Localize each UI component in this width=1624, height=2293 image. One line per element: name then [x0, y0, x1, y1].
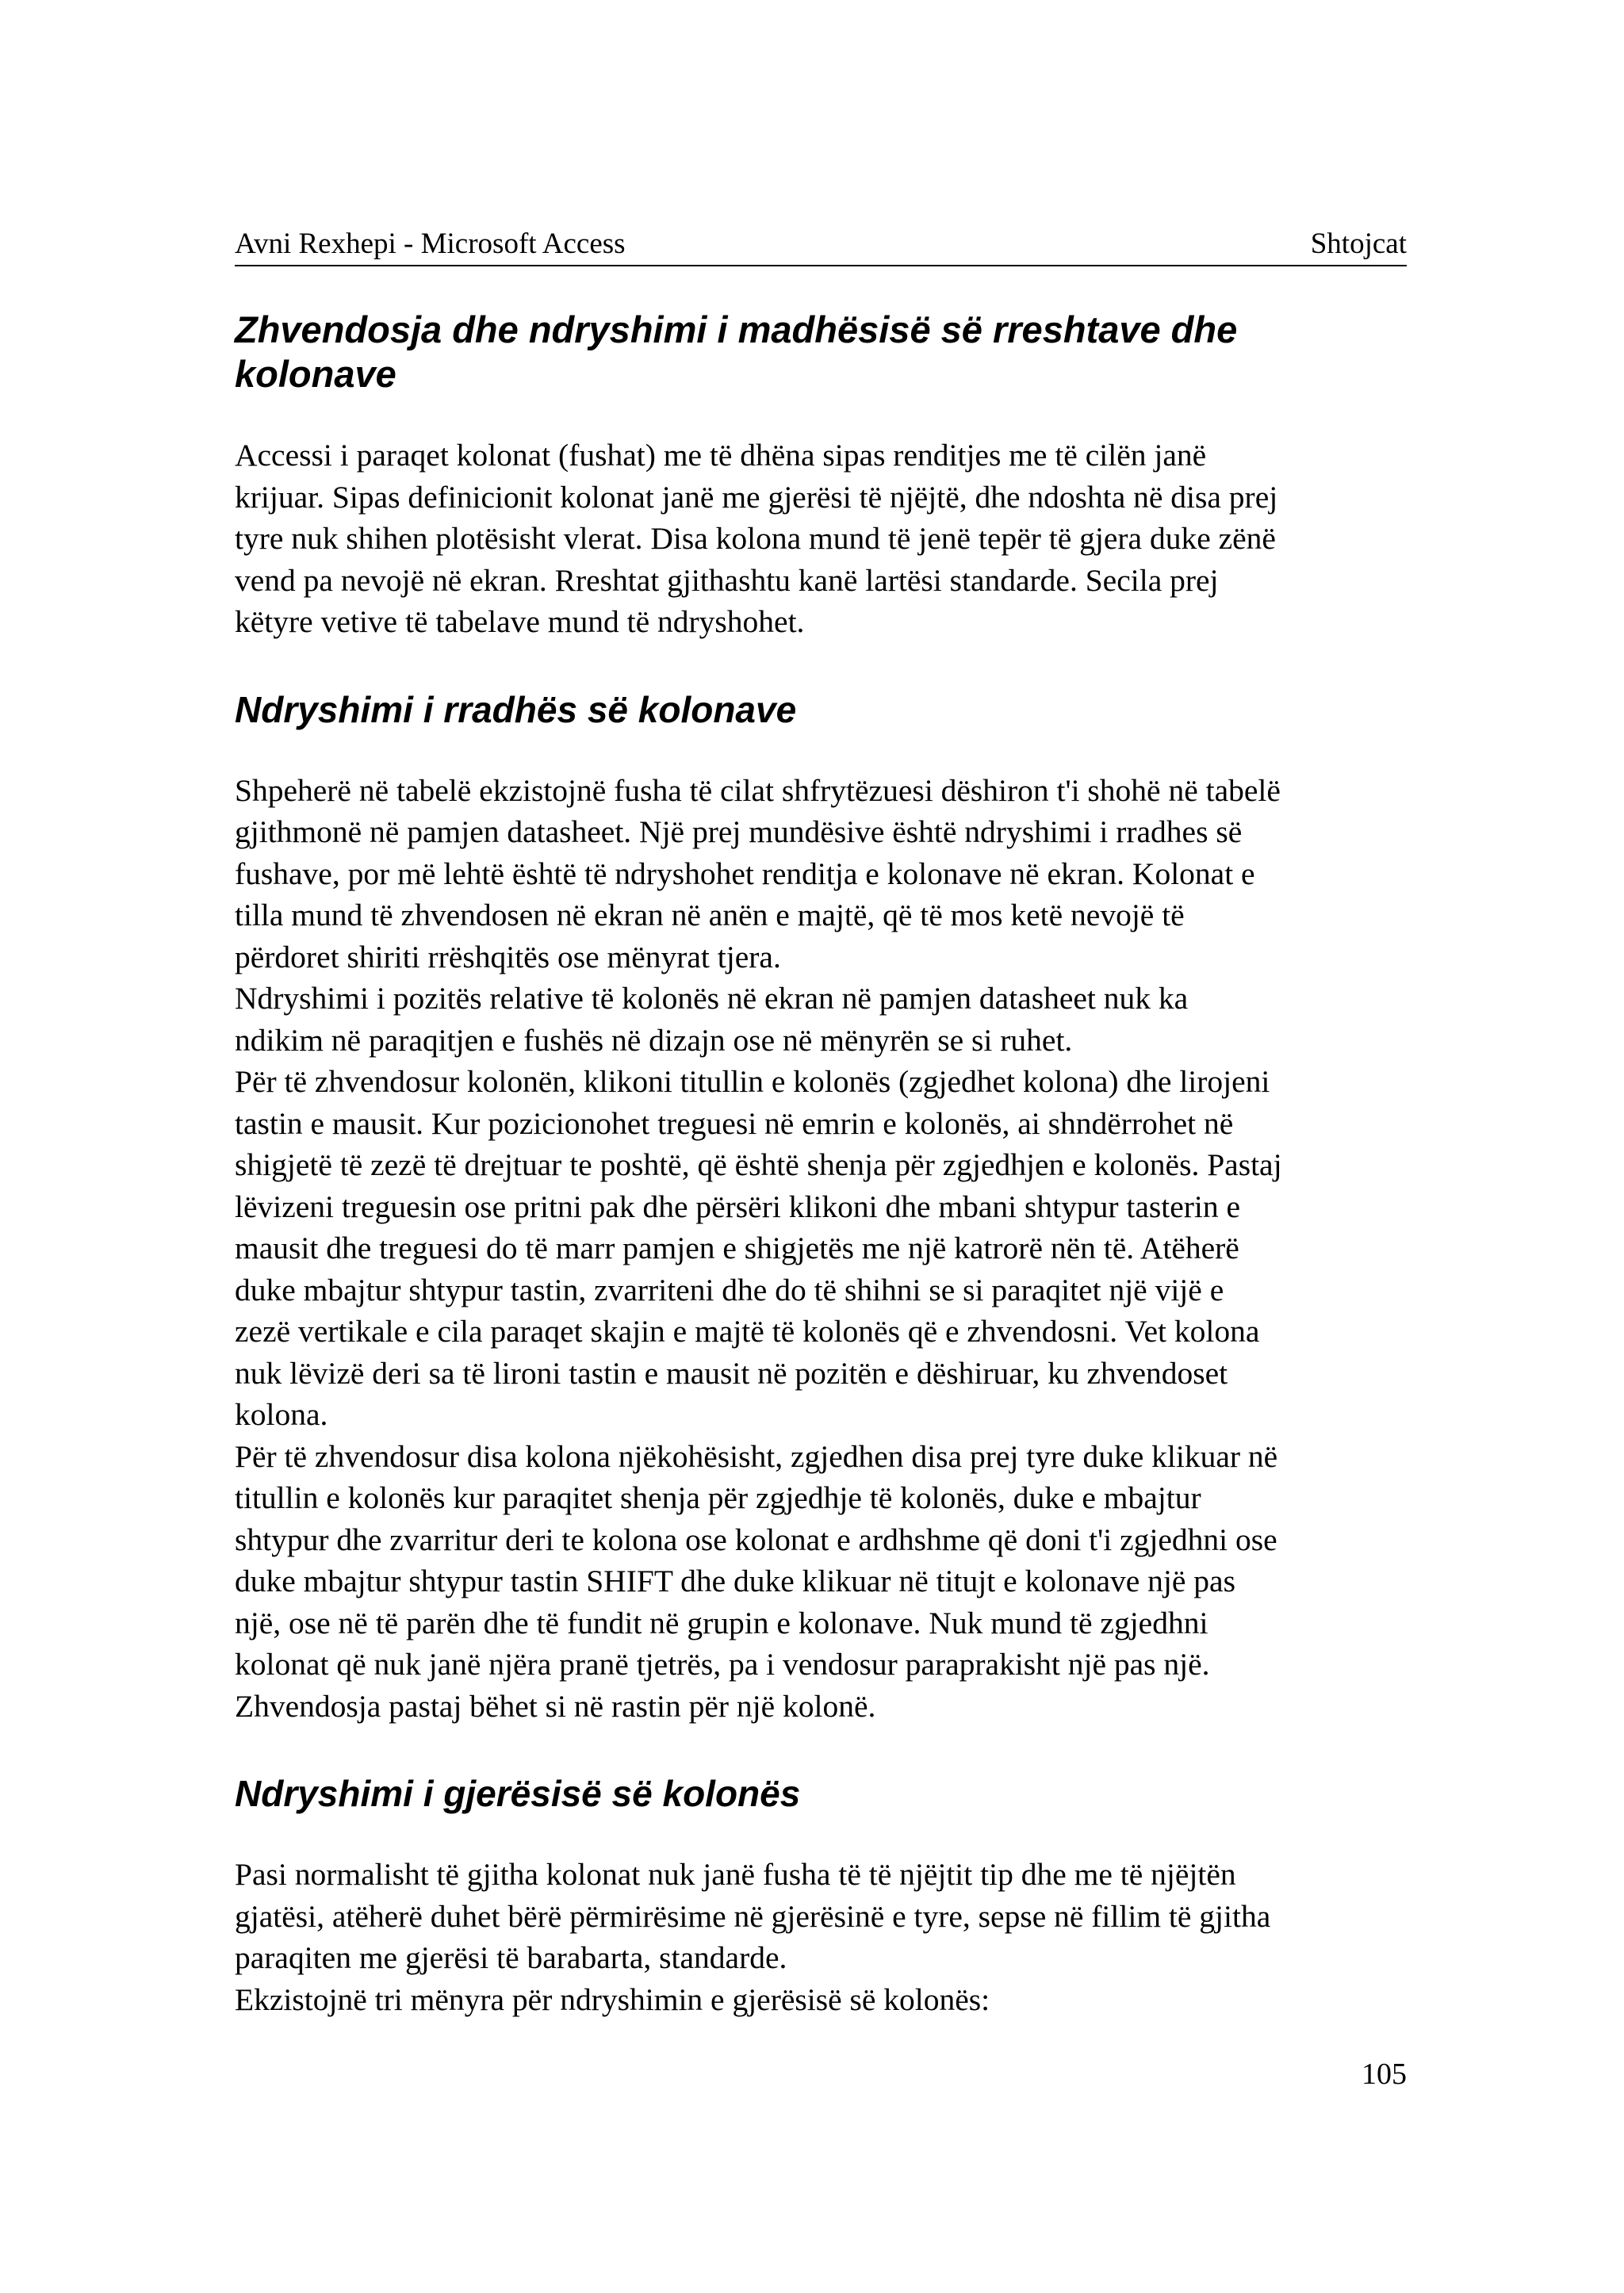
page-content	[235, 308, 1407, 2020]
section-title-column-width: Ndryshimi i gjerësisë së kolonës	[235, 1773, 801, 1814]
header-author-title: Avni Rexhepi - Microsoft Access	[235, 228, 626, 260]
header-chapter: Shtojcat	[1310, 228, 1407, 260]
section-title-column-order: Ndryshimi i rradhës së kolonave	[235, 688, 797, 730]
page-number: 105	[1362, 2058, 1407, 2091]
page-header	[235, 224, 1407, 266]
section-body-column-width: Pasi normalisht të gjitha kolonat nuk janë fusha të të njëjtit tip dhe me të njëjtën gjatësi, atëherë duhet bërë përmirësime në gjerësinë e tyre, sepse në fillim të gjitha paraqiten me gjerësi të barabarta, standarde. Ekzistojnë tri mënyra për ndryshimin e gjerësisë së kolonës:	[235, 1857, 1271, 2017]
section-title-resize-rows-columns: Zhvendosja dhe ndryshimi i madhësisë së rreshtave dhe kolonave	[235, 308, 1238, 395]
section-body-intro: Accessi i paraqet kolonat (fushat) me të dhëna sipas renditjes me të cilën janë krijuar. Sipas definicionit kolonat janë me gjerësi të njëjtë, dhe ndoshta në disa prej tyre nuk shihen plotësisht vlerat. Disa kolona mund të jenë tepër të gjera duke zënë vend pa nevojë në ekran. Rreshtat gjithashtu kanë lartësi standarde. Secila prej këtyre vetive të tabelave mund të ndryshohet.	[235, 438, 1278, 639]
section-body-column-order: Shpeherë në tabelë ekzistojnë fusha të cilat shfrytëzuesi dëshiron t'i shohë në tabelë gjithmonë në pamjen datasheet. Një prej mundësive është ndryshimi i rradhes së fushave, por më lehtë është të ndryshohet renditja e kolonave në ekran. Kolonat e tilla mund të zhvendosen në ekran në anën e majtë, që të mos ketë nevojë të përdoret shiriti rrëshqitës ose mënyrat tjera. Ndryshimi i pozitës relative të kolonës në ekran në pamjen datasheet nuk ka ndikim në paraqitjen e fushës në dizajn ose në mënyrën se si ruhet. Për të zhvendosur kolonën, klikoni titullin e kolonës (zgjedhet kolona) dhe lirojeni tastin e mausit. Kur pozicionohet treguesi në emrin e kolonës, ai shndërrohet në shigjetë të zezë të drejtuar te poshtë, që është shenja për zgjedhjen e kolonës. Pastaj lëvizeni treguesin ose pritni pak dhe përsëri klikoni dhe mbani shtypur tasterin e mausit dhe treguesi do të marr pamjen e shigjetës me një katrorë nën të. Atëherë duke mbajtur shtypur tastin, zvarriteni dhe do të shihni se si paraqitet një vijë e zezë vertikale e cila paraqet skajin e majtë të kolonës që e zhvendosni. Vet kolona nuk lëvizë deri sa të lironi tastin e mausit në pozitën e dëshiruar, ku zhvendoset kolona. Për të zhvendosur disa kolona njëkohësisht, zgjedhen disa prej tyre duke klikuar në titullin e kolonës kur paraqitet shenja për zgjedhje të kolonës, duke e mbajtur shtypur dhe zvarritur deri te kolona ose kolonat e ardhshme që doni t'i zgjedhni ose duke mbajtur shtypur tastin SHIFT dhe duke klikuar në titujt e kolonave një pas një, ose në të parën dhe të fundit në grupin e kolonave. Nuk mund të zgjedhni kolonat që nuk janë njëra pranë tjetrës, pa i vendosur paraprakisht një pas një. Zhvendosja pastaj bëhet si në rastin për një kolonë.	[235, 772, 1282, 1724]
